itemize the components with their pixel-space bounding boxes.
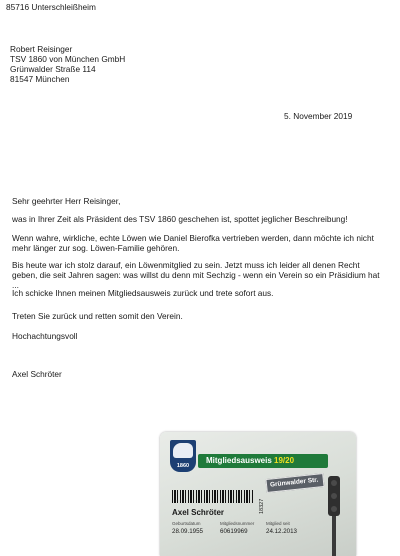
barcode-number: 18327 (259, 498, 265, 514)
field-value-birthdate: 28.09.1955 (172, 528, 203, 535)
recipient-street: Grünwalder Straße 114 (10, 64, 96, 74)
recipient-name: Robert Reisinger (10, 44, 73, 54)
crest-year: 1860 (176, 463, 190, 469)
card-title-text: Mitgliedsausweis (206, 456, 272, 465)
street-sign-text: Grünwalder Str. (269, 476, 319, 489)
barcode (172, 490, 254, 503)
paragraph-1: was in Ihrer Zeit als Präsident des TSV 1860 geschehen ist, spottet jeglicher Beschreibung! (12, 214, 348, 224)
club-crest-icon (170, 440, 196, 472)
barcode-number-wrap (258, 486, 264, 516)
field-value-member-since: 24.12.2013 (266, 528, 297, 535)
field-label-member-number: Mitgliedsnummer (220, 521, 255, 526)
paragraph-5: Treten Sie zurück und retten somit den Verein. (12, 311, 183, 321)
field-label-birthdate: Geburtsdatum (172, 521, 201, 526)
card-season: 19/20 (274, 456, 295, 465)
traffic-light-pole (332, 516, 336, 556)
traffic-light-icon (328, 476, 340, 516)
signature-name: Axel Schröter (12, 369, 62, 379)
street-sign-icon (265, 473, 324, 493)
closing: Hochachtungsvoll (12, 331, 78, 341)
salutation: Sehr geehrter Herr Reisinger, (12, 196, 121, 206)
card-title (206, 456, 294, 466)
recipient-organization: TSV 1860 von München GmbH (10, 54, 126, 64)
recipient-city: 81547 München (10, 74, 70, 84)
field-value-member-number: 60619969 (220, 528, 248, 535)
paragraph-2: Wenn wahre, wirkliche, echte Löwen wie Daniel Bierofka vertrieben werden, dann möchte ich nicht mehr länger zur sog. Löwen-Familie gehören. (12, 233, 374, 253)
paragraph-3: Bis heute war ich stolz darauf, ein Löwenmitglied zu sein. Jetzt muss ich leider all denen Recht geben, die seit Jahren sagen: was willst du denn mit Sechzig - wenn ein Verein so ein Präsidium hat ... (12, 260, 380, 290)
recipient-address (10, 44, 125, 84)
membership-card (160, 432, 356, 556)
letter-date: 5. November 2019 (284, 111, 353, 121)
paragraph-4: Ich schicke Ihnen meinen Mitgliedsausweis zurück und trete sofort aus. (12, 288, 274, 298)
field-label-member-since: Mitglied seit (266, 521, 290, 526)
lion-icon (173, 443, 193, 458)
sender-address: 85716 Unterschleißheim (6, 2, 96, 12)
card-holder-name: Axel Schröter (172, 508, 225, 517)
